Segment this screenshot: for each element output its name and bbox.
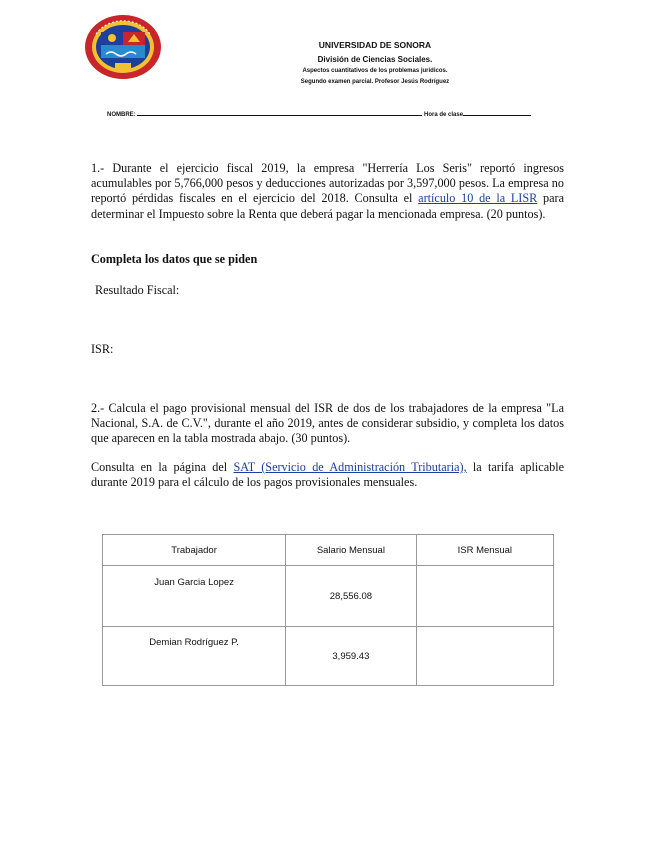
isr-input-cell[interactable] (416, 566, 553, 627)
sat-link[interactable]: SAT (Servicio de Administración Tributaria), (233, 460, 467, 474)
exam-title: Segundo examen parcial. Profesor Jesús Rodríguez (300, 79, 450, 85)
class-blank[interactable] (463, 109, 531, 116)
worker-name: Juan Garcia Lopez (154, 576, 234, 588)
name-label: NOMBRE: (107, 112, 136, 118)
worker-name-cell (103, 627, 286, 686)
sat-consult-start: Consulta en la página del (91, 460, 234, 474)
header-trabajador: Trabajador (103, 535, 286, 566)
class-label: Hora de clase (424, 112, 464, 118)
table-row (103, 627, 554, 686)
salary-cell (286, 566, 416, 627)
question-1-end: para determinar el Impuesto sobre la Renta que deberá pagar la mencionada empresa. (20 puntos). (91, 191, 564, 221)
lisr-article-link[interactable]: artículo 10 de la LISR (418, 191, 538, 206)
name-line (107, 109, 567, 118)
header-isr: ISR Mensual (416, 535, 553, 566)
worker-name: Demian Rodríguez P. (149, 636, 239, 648)
name-blank[interactable] (137, 109, 422, 116)
university-seal-logo (84, 14, 162, 80)
course-title: Aspectos cuantitativos de los problemas jurídicos. (302, 68, 448, 74)
header-salario: Salario Mensual (286, 535, 416, 566)
division-title: División de Ciencias Sociales. (317, 55, 433, 64)
salary-value: 28,556.08 (329, 590, 373, 602)
salary-value: 3,959.43 (332, 650, 370, 662)
worker-name-cell (103, 566, 286, 627)
sat-consult-text (91, 460, 564, 490)
question-1-start: 1.- Durante el ejercicio fiscal 2019, la empresa "Herrería Los Seris" reportó ingresos acumulables por 5,766,000 pesos y deducciones autorizadas por 3,597,000 pesos. La empresa no reportó pérdidas fiscales en el ejercicio del 2018. Consulta el (91, 161, 564, 206)
isr-table (102, 534, 554, 686)
question-1-text (91, 161, 564, 222)
question-2-text: 2.- Calcula el pago provisional mensual del ISR de dos de los trabajadores de la empresa "La Nacional, S.A. de C.V.", durante el año 2019, antes de considerar subsidio, y completa los datos que aparecen en la tabla mostrada abajo. (30 puntos). (91, 401, 564, 446)
salary-cell (286, 627, 416, 686)
sat-consult-end: la tarifa aplicable durante 2019 para el cálculo de los pagos provisionales mensuales. (91, 460, 564, 490)
instruction-heading: Completa los datos que se piden (91, 252, 258, 266)
table-row (103, 566, 554, 627)
university-title: UNIVERSIDAD DE SONORA (318, 40, 432, 50)
isr-label: ISR: (91, 342, 114, 356)
isr-input-cell[interactable] (416, 627, 553, 686)
resultado-fiscal-label: Resultado Fiscal: (95, 283, 180, 297)
